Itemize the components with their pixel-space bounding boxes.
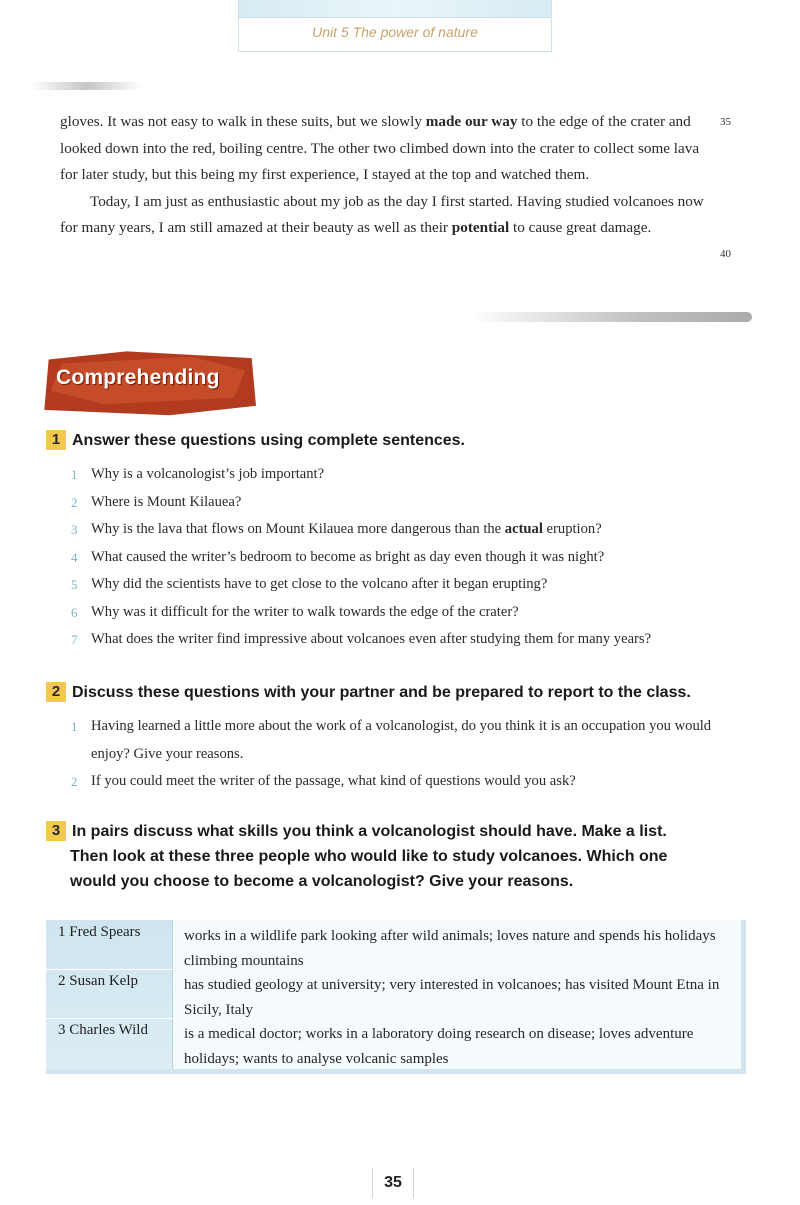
exercise-1-questions	[60, 461, 750, 654]
exercise-1-instruction: Answer these questions using complete sentences.	[72, 432, 465, 449]
unit-title: Unit 5 The power of nature	[312, 24, 478, 40]
key-phrase-made-our-way: made our way	[425, 113, 518, 130]
passage-paragraph-2: Today, I am just as enthusiastic about my job as the day I first started. Having studied volcanoes now for many years, I am still amazed at their beauty as well as their potential to cause great damage.	[60, 192, 704, 236]
candidate-description: works in a wildlife park looking after wild animals; loves nature and spends his holidays climbing mountains	[184, 928, 716, 969]
exercise-3-instruction-line-1: In pairs discuss what skills you think a volcanologist should have. Make a list.	[72, 823, 667, 840]
exercise-3-heading	[46, 819, 667, 894]
section-title: Comprehending	[56, 366, 220, 389]
list-item: 2 Where is Mount Kilauea?	[71, 493, 242, 510]
list-item: 3 Why is the lava that flows on Mount Kilauea more dangerous than the actual eruption?	[71, 521, 602, 537]
list-item: 7 What does the writer find impressive about volcanoes even after studying them for many years?	[71, 631, 652, 647]
key-word-potential: potential	[451, 219, 510, 236]
section-banner	[40, 350, 256, 418]
exercise-1-heading	[46, 428, 465, 453]
decorative-rule-top	[32, 82, 142, 90]
reading-passage	[60, 109, 710, 242]
unit-header	[238, 0, 552, 52]
key-word-actual: actual	[504, 521, 543, 537]
candidate-table	[46, 920, 746, 1074]
exercise-2-questions	[60, 713, 750, 796]
line-number-35: 35	[720, 116, 731, 128]
list-item: 4 What caused the writer’s bedroom to become as bright as day even though it was night?	[71, 548, 605, 565]
exercise-2-heading	[46, 680, 691, 705]
list-item: 2 If you could meet the writer of the passage, what kind of questions would you ask?	[71, 773, 576, 789]
list-item: 1 Having learned a little more about the work of a volcanologist, do you think it is an occupation you would enjoy? Give your reasons.	[71, 718, 712, 762]
candidate-description: is a medical doctor; works in a laboratory doing research on disease; loves adventure holidays; wants to analyse volcanic samples	[184, 1026, 694, 1067]
exercise-number-badge: 2	[46, 682, 66, 702]
header-decoration	[239, 0, 551, 18]
decorative-rule-mid	[470, 312, 752, 322]
candidate-name: 1 Fred Spears	[58, 924, 141, 940]
page-number: 35	[372, 1168, 414, 1198]
exercise-3-instruction-line-2: Then look at these three people who would like to study volcanoes. Which one	[70, 848, 668, 865]
candidate-name-column	[46, 920, 173, 1069]
exercise-number-badge: 3	[46, 821, 66, 841]
candidate-name: 3 Charles Wild	[58, 1022, 148, 1038]
candidate-description: has studied geology at university; very interested in volcanoes; has visited Mount Etna in Sicily, Italy	[184, 977, 720, 1018]
candidate-name: 2 Susan Kelp	[58, 973, 138, 989]
line-number-40: 40	[720, 248, 731, 260]
list-item: 5 Why did the scientists have to get close to the volcano after it began erupting?	[71, 576, 548, 592]
exercise-3-instruction-line-3: would you choose to become a volcanologist? Give your reasons.	[70, 873, 574, 890]
list-item: 1 Why is a volcanologist’s job important?	[71, 466, 325, 482]
passage-paragraph-1: gloves. It was not easy to walk in these suits, but we slowly made our way to the edge of the crater and looked down into the red, boiling centre. The other two climbed down into the crater to collect some lava for later study, but this being my first experience, I stayed at the top and watched them.	[60, 113, 700, 183]
exercise-2-instruction: Discuss these questions with your partner and be prepared to report to the class.	[72, 684, 691, 701]
list-item: 6 Why was it difficult for the writer to walk towards the edge of the crater?	[71, 603, 519, 620]
exercise-number-badge: 1	[46, 430, 66, 450]
